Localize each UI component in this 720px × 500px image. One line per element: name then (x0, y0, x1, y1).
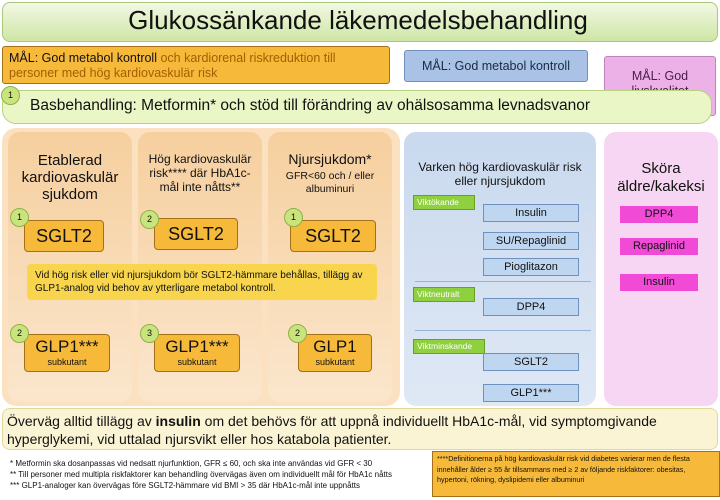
drug-route: subkutant (315, 357, 355, 367)
drug-glp1: GLP1*** (483, 384, 579, 402)
drug-dpp4: DPP4 (483, 298, 579, 316)
drug-sglt2: SGLT2 (290, 220, 376, 252)
heading-line: äldre/kakeksi (617, 178, 705, 195)
heading-line: Hög kardiovaskulär (148, 152, 252, 166)
group-divider (415, 281, 591, 282)
goal-quality-line1: MÅL: God (631, 69, 689, 83)
step-number-badge: 1 (284, 208, 303, 227)
drug-route: subkutant (177, 357, 217, 367)
heading-line: Varken hög kardiovaskulär risk (418, 160, 582, 174)
column-kidney-disease-heading (268, 150, 392, 196)
footnote: ** Till personer med multipla riskfaktorer kan behandling övervägas även om individuellt mål för HbA1c nåtts (10, 470, 392, 479)
drug-sglt2: SGLT2 (483, 353, 579, 371)
group-divider (415, 330, 591, 331)
drug-name: GLP1 (313, 337, 357, 356)
weight-loss-label: Viktminskande (413, 339, 485, 354)
drug-glp1 (154, 334, 240, 372)
heading-line: risk**** där HbA1c- (149, 166, 251, 180)
drug-insulin: Insulin (483, 204, 579, 222)
sglt2-retention-note: Vid hög risk eller vid njursjukdom bör SGLT2-hämmare behållas, tillägg av GLP1-analog vid behov av ytterligare metabol kontroll. (27, 264, 377, 300)
note-text: Överväg alltid tillägg av (7, 413, 156, 429)
heading-line: eller njursjukdom (454, 174, 546, 188)
weight-gain-label: Viktökande (413, 195, 475, 210)
drug-glp1 (24, 334, 110, 372)
heading-line: Sköra (641, 160, 681, 177)
insulin-consideration-note (2, 408, 718, 450)
drug-su-repaglinid: SU/Repaglinid (483, 232, 579, 250)
column-cardiovascular-disease-heading (8, 152, 132, 203)
step-number-badge: 3 (140, 324, 159, 343)
column-high-cv-risk-heading (138, 152, 262, 194)
goal-cardiorenal-part2: och kardiorenal riskreduktion till personer med hög kardiovaskulär risk (9, 51, 336, 80)
drug-dpp4: DPP4 (620, 206, 698, 223)
heading-line: sjukdom (42, 186, 98, 203)
drug-name: GLP1*** (35, 337, 99, 356)
goal-cardiorenal-part1: MÅL: God metabol kontroll (9, 51, 157, 65)
frail-elderly-heading (604, 160, 718, 196)
drug-name: GLP1*** (165, 337, 229, 356)
step-number-badge: 1 (10, 208, 29, 227)
heading-line: kardiovaskulär (21, 169, 119, 186)
heading-line: Etablerad (37, 152, 103, 169)
footnote: * Metformin ska dosanpassas vid nedsatt njurfunktion, GFR ≤ 60, och ska inte användas vid GFR < 30 (10, 459, 373, 468)
step-number-badge: 2 (10, 324, 29, 343)
note-bold: insulin (155, 413, 201, 429)
step-number-badge: 2 (140, 210, 159, 229)
goal-metabolic: MÅL: God metabol kontroll (404, 50, 588, 82)
page-title: Glukossänkande läkemedelsbehandling (128, 5, 588, 35)
goal-cardiorenal (2, 46, 390, 84)
neither-risk-heading (404, 160, 596, 188)
drug-pioglitazon: Pioglitazon (483, 258, 579, 276)
footnote: *** GLP1-analoger kan övervägas före SGLT2-hämmare vid BMI > 35 där HbA1c-mål inte uppnåtts (10, 481, 361, 490)
footnotes (10, 458, 430, 491)
drug-sglt2: SGLT2 (24, 220, 104, 252)
drug-route: subkutant (47, 357, 87, 367)
risk-definition-footnote: ****Definitionerna på hög kardiovaskulär risk vid diabetes varierar men de flesta innehåller ålder ≥ 55 år tillsammans med ≥ 2 av följande riskfaktorer: obesitas, hypertoni, rökning, dyslipidemi eller albuminuri (432, 451, 720, 497)
step-number-badge: 1 (1, 86, 20, 105)
step-number-badge: 2 (288, 324, 307, 343)
heading-line: mål inte nåtts** (159, 180, 241, 194)
weight-neutral-label: Viktneutralt (413, 287, 475, 302)
base-treatment-text: Basbehandling: Metformin* och stöd till förändring av ohälsosamma levnadsvanor (30, 97, 591, 114)
drug-glp1 (298, 334, 372, 372)
heading-title: Njursjukdom* (288, 151, 372, 167)
drug-sglt2: SGLT2 (154, 218, 238, 250)
drug-insulin: Insulin (620, 274, 698, 291)
drug-repaglinid: Repaglinid (620, 238, 698, 255)
heading-line: GFR<60 och / eller (285, 170, 375, 182)
heading-line: albuminuri (305, 183, 355, 195)
note-text: om det behövs för att uppnå individuellt HbA1c-mål, vid symptomgivande hyperglykemi, vid uttalad njursvikt eller hos katabola patienter. (7, 413, 657, 447)
